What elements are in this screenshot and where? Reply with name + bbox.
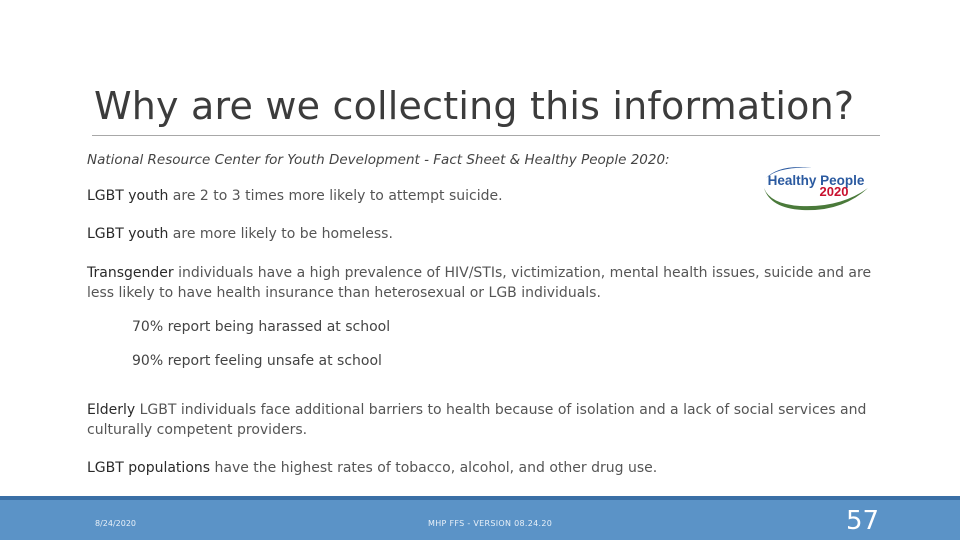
point-1-text: are 2 to 3 times more likely to attempt suicide.: [168, 188, 503, 204]
slide-subtitle: National Resource Center for Youth Development - Fact Sheet & Healthy People 2020:: [87, 152, 670, 168]
footer-version: MHP FFS - VERSION 08.24.20: [428, 519, 553, 528]
point-4-text: LGBT individuals face additional barriers to health because of isolation and a lack of social services and culturally competent providers.: [87, 402, 867, 438]
point-2-text: are more likely to be homeless.: [168, 226, 393, 242]
slide-number: 57: [846, 506, 880, 536]
point-2-lead: LGBT youth: [87, 226, 169, 242]
logo-line2: 2020: [819, 184, 849, 199]
title-divider: [92, 135, 880, 136]
point-5: [87, 458, 897, 478]
point-4-lead: Elderly: [87, 402, 136, 418]
sub-point-1: 70% report being harassed at school: [132, 319, 391, 335]
point-1-lead: LGBT youth: [87, 188, 169, 204]
point-5-text: have the highest rates of tobacco, alcohol, and other drug use.: [210, 460, 658, 476]
point-3: [87, 263, 897, 303]
footer-date: 8/24/2020: [95, 519, 137, 528]
point-3-lead: Transgender: [87, 265, 174, 281]
slide-title: Why are we collecting this information?: [94, 84, 855, 128]
point-3-text: individuals have a high prevalence of HIV/STIs, victimization, mental health issues, suicide and are less likely to have health insurance than heterosexual or LGB individuals.: [87, 265, 872, 301]
point-2: [87, 224, 897, 244]
point-4: [87, 400, 897, 440]
logo-line1: Healthy People: [767, 173, 865, 188]
point-1: [87, 186, 897, 206]
point-5-lead: LGBT populations: [87, 460, 211, 476]
sub-point-2: 90% report feeling unsafe at school: [132, 353, 382, 369]
